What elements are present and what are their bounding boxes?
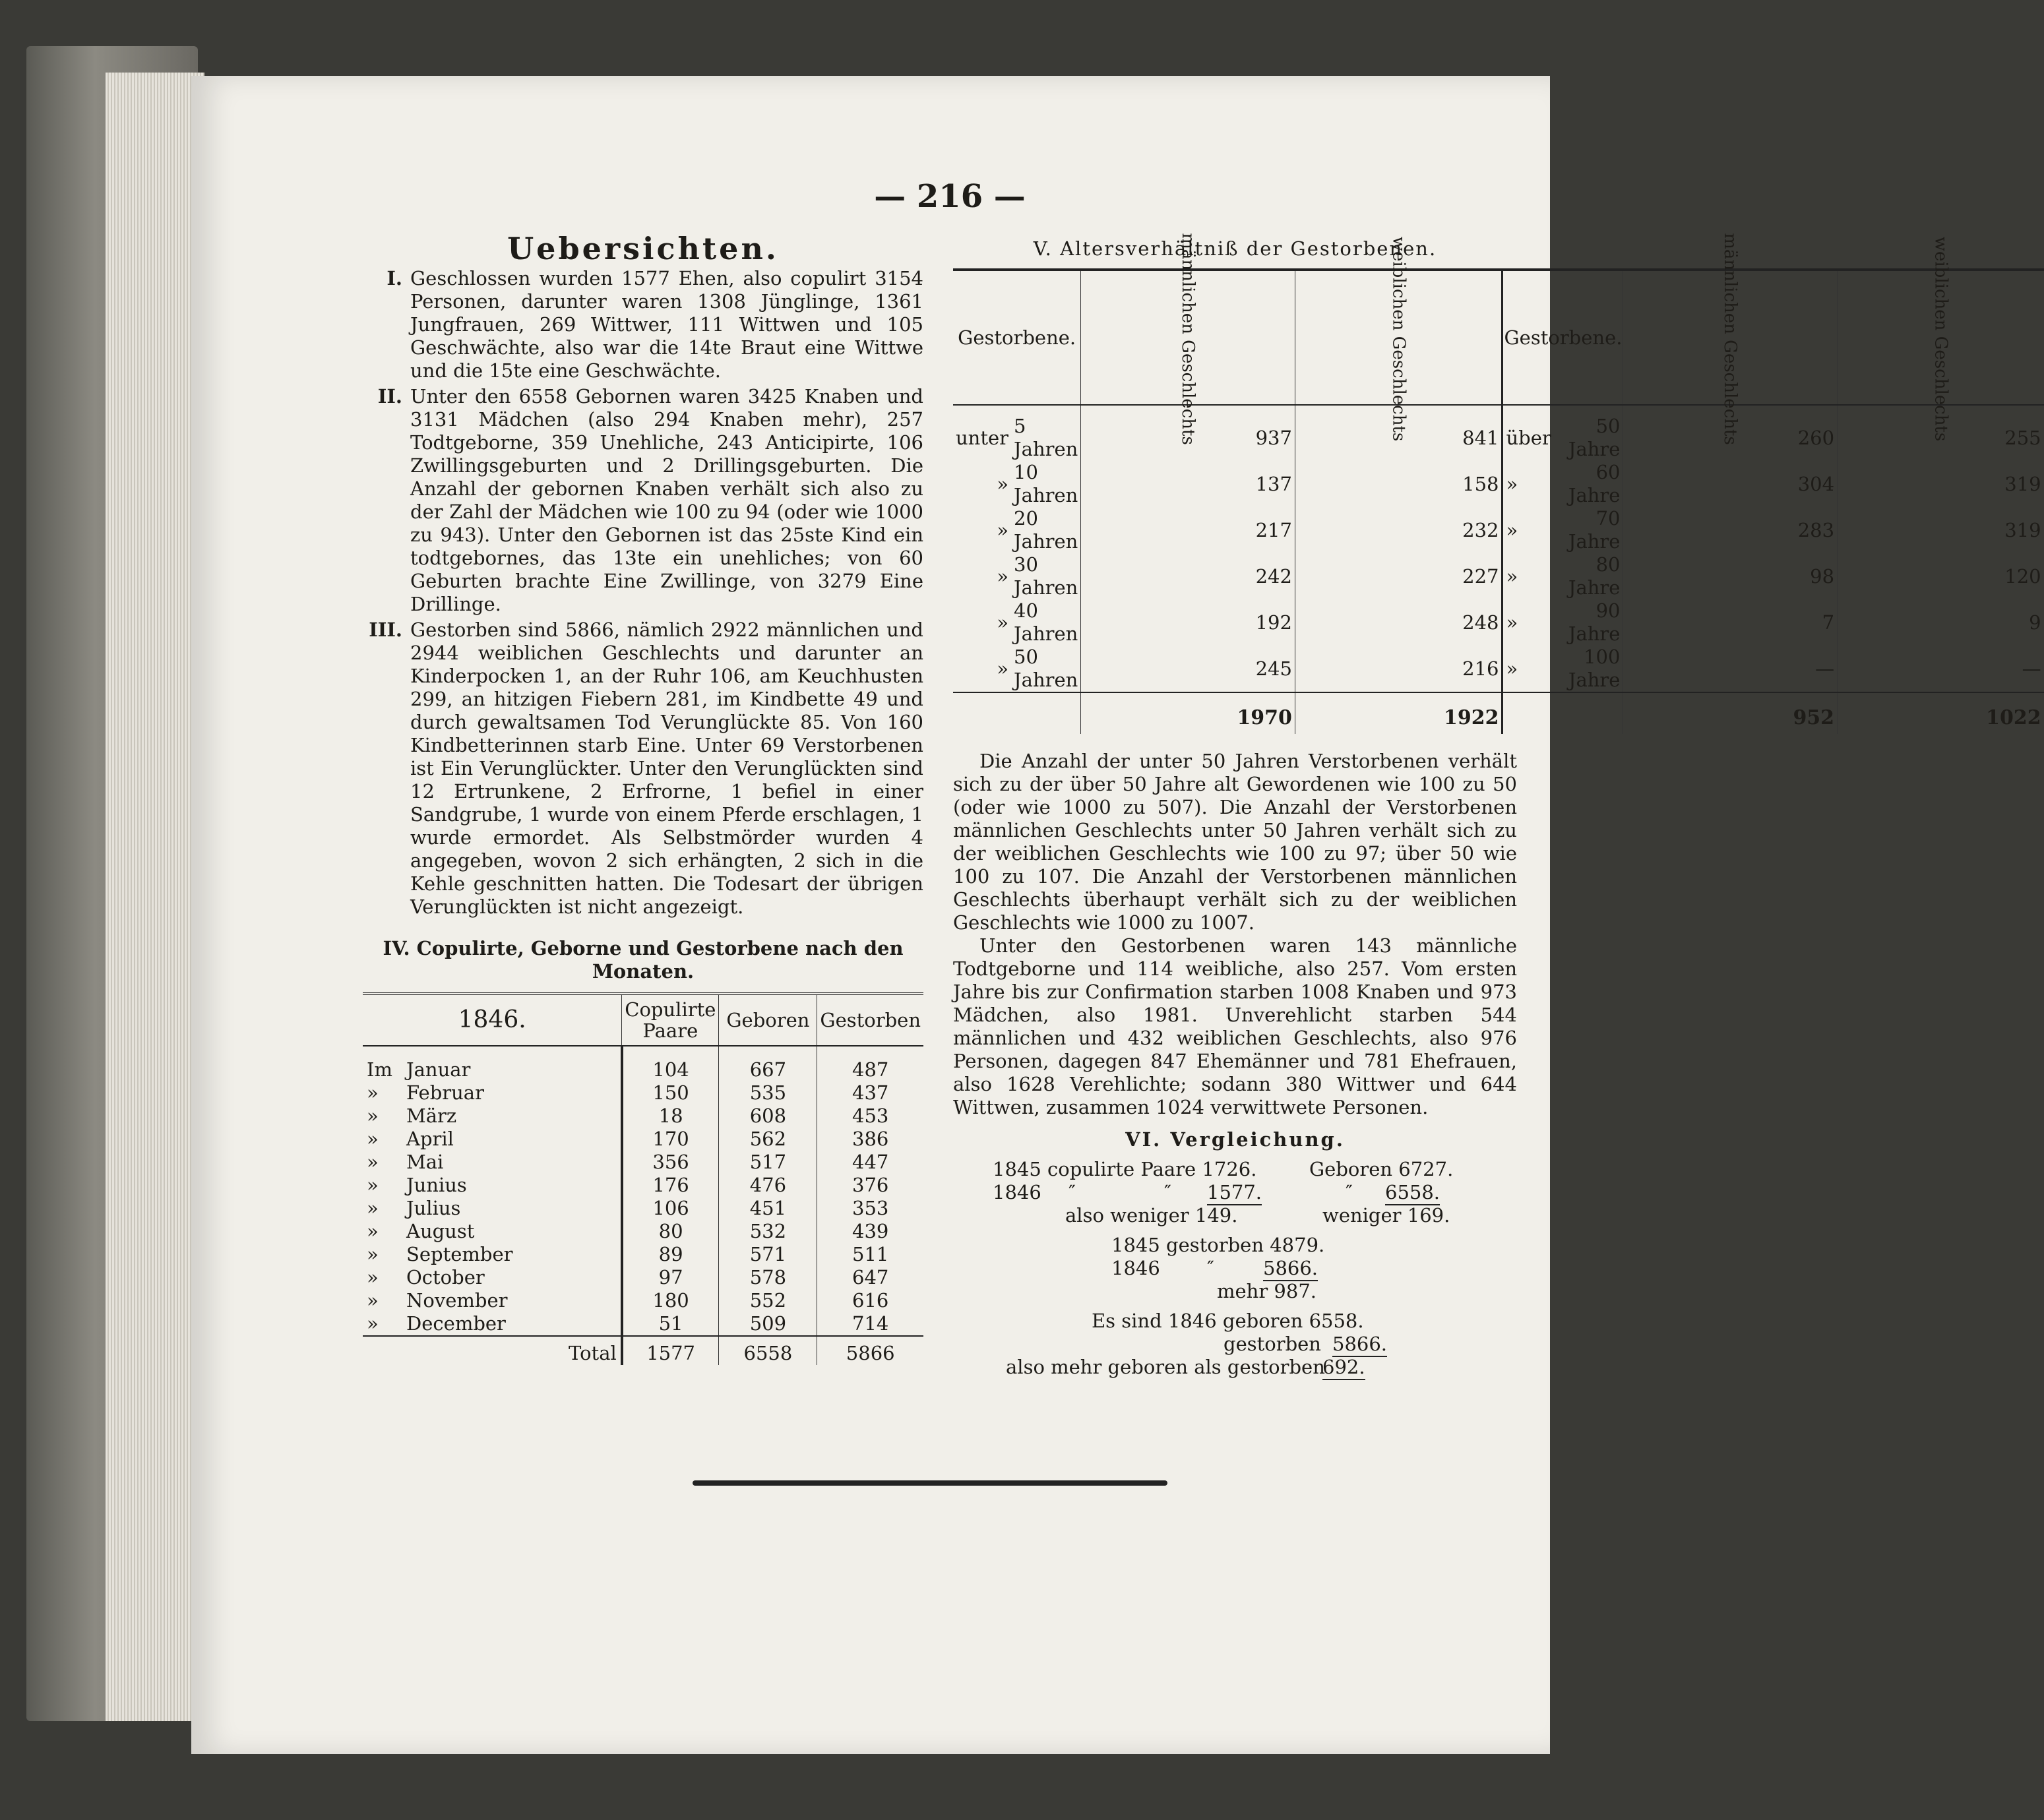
comparison-text: 1846 [993,1181,1041,1203]
comparison-text: 1845 gestorben 4879. [1111,1234,1325,1256]
age-prefix: » [1502,507,1555,553]
age-prefix: » [997,472,1009,495]
age-label: 5 Jahren [1014,415,1078,460]
comparison-row [953,1257,1517,1280]
month-prefix: » [367,1197,379,1219]
geboren-value: 451 [719,1197,817,1220]
age-prefix: unter [956,426,1009,449]
month-prefix: » [367,1105,379,1127]
comparison-text: ″ [1207,1257,1214,1279]
table-row [953,405,2044,461]
table-row [363,1174,923,1197]
comparison-text: ″ [1068,1181,1076,1203]
monthly-table [363,992,923,1365]
age-label: 50 Jahre [1568,415,1621,460]
female-value: 216 [1295,646,1502,692]
male-value: 98 [1623,553,1838,599]
age-prefix: » [997,564,1009,588]
geboren-value: 562 [719,1128,817,1151]
geboren-value: 532 [719,1220,817,1243]
table-row [953,507,2044,553]
copulirte-value: 97 [622,1266,719,1289]
male-value: 217 [1081,507,1295,553]
paragraph-number: III. [369,619,402,641]
month-name: Julius [406,1197,461,1219]
right-paragraph: Unter den Gestorbenen waren 143 männliche Todtgeborne und 114 weibliche, also 257. Vom ersten Jahre bis zur Confirmation starben 1008 Knaben und 973 Mädchen, also 1981. Unverehlicht starben 544 männlichen und 432 weiblichen Geschlechts, also 976 Personen, dagegen 847 Ehemänner und 781 Ehefrauen, also 1628 Verehlichte; sodann 380 Wittwer und 644 Wittwen, zusammen 1024 verwittwete Personen. [953,934,1517,1118]
left-column [363,231,923,1365]
gestorben-value: 439 [817,1220,923,1243]
page-number: — 216 — [874,178,1026,215]
paragraph-iii [363,619,923,919]
month-prefix: Im [367,1058,392,1081]
age-prefix: » [1502,646,1555,692]
female-value: 248 [1295,599,1502,646]
comparison-text: 5866. [1332,1333,1387,1357]
table-row [363,1046,923,1081]
month-prefix: » [367,1266,379,1289]
year-header: 1846. [363,994,622,1046]
copulirte-value: 51 [622,1312,719,1336]
age-label: 70 Jahre [1568,507,1621,553]
page-title: Uebersichten. [507,231,779,266]
comparison-text: 5866. [1263,1257,1318,1281]
geboren-value: 535 [719,1081,817,1105]
geboren-value: 509 [719,1312,817,1336]
copulirte-value: 170 [622,1128,719,1151]
gestorben-value: 376 [817,1174,923,1197]
female-sum: 1922 [1295,692,1502,734]
table-row [363,1312,923,1336]
paragraph-text: Unter den 6558 Gebornen waren 3425 Knaben und 3131 Mädchen (also 294 Knaben mehr), 257 Todtgeborne, 359 Unehliche, 243 Anticipirte, 106 Zwillingsgeburten und 2 Drillingsgeburten. Die Anzahl der gebornen Knaben verhält sich also zu der Zahl der Mädchen wie 100 zu 94 (oder wie 1000 zu 943). Unter den Gebornen ist das 25ste Kind ein todtgebornes, das 13te ein unehliches; von 60 Geburten brachte Eine Zwillinge, von 3279 Eine Drillinge. [410,385,923,615]
paragraph-number: I. [387,267,402,289]
copulirte-value: 356 [622,1151,719,1174]
female-value: 841 [1295,405,1502,461]
male-value: 192 [1081,599,1295,646]
female-value: — [1838,646,2044,692]
month-name: September [406,1243,513,1265]
copulirte-value: 80 [622,1220,719,1243]
month-prefix: » [367,1243,379,1265]
section-v-title: V. Altersverhältniß der Gestorbenen. [1033,237,1437,260]
paragraph-number: II. [377,385,402,408]
comparison-text: Geboren 6727. [1309,1158,1454,1180]
sum-row [953,692,2044,734]
month-name: Januar [406,1058,471,1081]
age-label: 60 Jahre [1568,461,1621,506]
table-row [953,553,2044,599]
table-row [363,1197,923,1220]
gestorben-value: 386 [817,1128,923,1151]
gestorben-value: 437 [817,1081,923,1105]
total-label: Total [402,1336,622,1365]
comparison-text: ″ [1164,1181,1171,1203]
comparison-text: 692. [1322,1356,1365,1380]
comparison-text: 1845 copulirte Paare 1726. [993,1158,1257,1180]
comparison-row [953,1333,1517,1356]
table-row [363,1081,923,1105]
geboren-total: 6558 [719,1336,817,1365]
female-value: 158 [1295,461,1502,507]
comparison-row [953,1280,1517,1303]
comparison-row [953,1158,1517,1181]
gestorben-value: 511 [817,1243,923,1266]
age-label: 100 Jahre [1568,646,1621,691]
gestorben-total: 5866 [817,1336,923,1365]
month-prefix: » [367,1151,379,1173]
male-value: 137 [1081,461,1295,507]
comparison-row [953,1234,1517,1257]
comparison-text: also weniger 149. [1065,1204,1238,1227]
age-prefix: » [1502,599,1555,646]
age-label: 80 Jahre [1568,553,1621,599]
age-label: 90 Jahre [1568,599,1621,645]
comparison-text: gestorben [1223,1333,1321,1355]
male-value: 304 [1623,461,1838,507]
month-name: November [406,1289,508,1312]
comparison-text: 1846 [1111,1257,1160,1279]
comparison-text: also mehr geboren als gestorben [1006,1356,1325,1378]
month-name: August [406,1220,475,1242]
comparison-text: 6558. [1385,1181,1440,1205]
female-value: 120 [1838,553,2044,599]
section-vi [953,1128,1517,1379]
table-row [363,1105,923,1128]
month-prefix: » [367,1128,379,1150]
comparison-row [953,1204,1517,1227]
gestorbene-header-right: Gestorbene. [1502,270,1623,405]
month-name: December [406,1312,506,1335]
table-row [363,1243,923,1266]
month-prefix: » [367,1081,379,1104]
copulirte-value: 106 [622,1197,719,1220]
copulirte-value: 180 [622,1289,719,1312]
female-header-text: weiblichen Geschlechts [1931,236,1951,441]
age-label: 20 Jahren [1014,507,1078,553]
comparison-text: ″ [1346,1181,1353,1203]
table-row [363,1266,923,1289]
month-prefix: » [367,1174,379,1196]
right-column [953,232,2041,1379]
female-value: 319 [1838,507,2044,553]
male-header-text: männlichen Geschlechts [1178,232,1198,445]
geboren-value: 517 [719,1151,817,1174]
comparison-row [953,1310,1517,1333]
male-value: 260 [1623,405,1838,461]
paragraph-i [363,267,923,382]
geboren-value: 667 [719,1046,817,1081]
copulirte-value: 176 [622,1174,719,1197]
copulirte-header: Copulirte Paare [622,994,719,1046]
month-name: Junius [406,1174,467,1196]
copulirte-value: 18 [622,1105,719,1128]
female-value: 255 [1838,405,2044,461]
male-value: 242 [1081,553,1295,599]
male-value: — [1623,646,1838,692]
gestorben-header: Gestorben [817,994,923,1046]
month-name: October [406,1266,485,1289]
gestorben-value: 647 [817,1266,923,1289]
geboren-value: 476 [719,1174,817,1197]
age-prefix: » [1502,461,1555,507]
age-label: 10 Jahren [1014,461,1078,506]
closing-rule [693,1480,1167,1486]
section-iv-title: IV. Copulirte, Geborne und Gestorbene nach den Monaten. [383,937,904,983]
table-row [363,1289,923,1312]
table-row [953,461,2044,507]
male-value: 245 [1081,646,1295,692]
age-label: 40 Jahren [1014,599,1078,645]
male-value: 937 [1081,405,1295,461]
age-prefix: » [997,518,1009,541]
gestorben-value: 447 [817,1151,923,1174]
comparison-text: 1577. [1207,1181,1262,1205]
female-value: 232 [1295,507,1502,553]
gestorben-value: 353 [817,1197,923,1220]
geboren-value: 608 [719,1105,817,1128]
male-sum: 1970 [1081,692,1295,734]
male-value: 283 [1623,507,1838,553]
copulirte-value: 150 [622,1081,719,1105]
geboren-header: Geboren [719,994,817,1046]
copulirte-value: 89 [622,1243,719,1266]
month-prefix: » [367,1289,379,1312]
comparison-text: weniger 169. [1322,1204,1450,1227]
month-name: Februar [406,1081,484,1104]
month-name: März [406,1105,457,1127]
female-value: 319 [1838,461,2044,507]
female-sum: 1022 [1838,692,2044,734]
month-prefix: » [367,1312,379,1335]
age-prefix: » [997,657,1009,680]
total-row [363,1336,923,1365]
female-header-text: weiblichen Geschlechts [1388,236,1409,441]
age-label: 30 Jahren [1014,553,1078,599]
table-header-row [363,994,923,1046]
copulirte-value: 104 [622,1046,719,1081]
geboren-value: 571 [719,1243,817,1266]
gestorben-value: 453 [817,1105,923,1128]
geboren-value: 578 [719,1266,817,1289]
table-row [363,1220,923,1243]
age-prefix: » [997,611,1009,634]
gestorben-value: 487 [817,1046,923,1081]
male-header-text: männlichen Geschlechts [1720,232,1741,445]
section-vi-title: VI. Vergleichung. [1125,1128,1345,1151]
table-row [953,599,2044,646]
comparison-row [953,1356,1517,1379]
female-value: 227 [1295,553,1502,599]
gestorben-value: 714 [817,1312,923,1336]
gestorbene-header-left: Gestorbene. [953,270,1081,405]
age-label: 50 Jahren [1014,646,1078,691]
table-row [363,1128,923,1151]
month-name: April [406,1128,454,1150]
page-edges [106,73,204,1721]
paragraph-text: Gestorben sind 5866, nämlich 2922 männlichen und 2944 weiblichen Geschlechts und darunter an Kinderpocken 1, an der Ruhr 106, am Keuchhusten 299, an hitzigen Fiebern 281, im Kindbette 49 und durch gewaltsamen Tod Verunglückte 85. Von 160 Kindbetterinnen starb Eine. Unter 69 Verstorbenen ist Ein Verunglückter. Unter den Verunglückten sind 12 Ertrunkene, 2 Erfrorne, 1 befiel in einer Sandgrube, 1 wurde von einem Pferde erschlagen, 1 wurde ermordet. Als Selbstmörder wurden 4 angegeben, wovon 2 sich erhängten, 2 sich in die Kehle geschnitten hatten. Die Todesart der übrigen Verunglückten ist nicht angezeigt. [410,619,923,918]
gestorben-value: 616 [817,1289,923,1312]
female-value: 9 [1838,599,2044,646]
paragraph-text: Geschlossen wurden 1577 Ehen, also copulirt 3154 Personen, darunter waren 1308 Jünglinge, 1361 Jungfrauen, 269 Wittwer, 111 Wittwen und 105 Geschwächte, also war die 14te Braut eine Wittwe und die 15te eine Geschwächte. [410,267,923,382]
table-header-row [953,270,2044,405]
age-prefix: über [1502,405,1555,461]
geboren-value: 552 [719,1289,817,1312]
table-row [953,646,2044,692]
table-row [363,1151,923,1174]
comparison-row [953,1181,1517,1204]
month-name: Mai [406,1151,444,1173]
comparison-text: Es sind 1846 geboren 6558. [1092,1310,1364,1332]
comparison-text: mehr 987. [1217,1280,1316,1302]
right-paragraph: Die Anzahl der unter 50 Jahren Verstorbenen verhält sich zu der über 50 Jahre alt Gewordenen wie 100 zu 50 (oder wie 1000 zu 507). Die Anzahl der Verstorbenen männlichen Geschlechts unter 50 Jahren verhält sich zu der weiblichen Geschlechts wie 100 zu 97; über 50 wie 100 zu 107. Die Anzahl der Verstorbenen männlichen Geschlechts überhaupt verhält sich zu der weiblichen Geschlechts wie 1000 zu 1007. [953,750,1517,934]
month-prefix: » [367,1220,379,1242]
male-sum: 952 [1623,692,1838,734]
paragraph-ii [363,385,923,616]
copulirte-total: 1577 [622,1336,719,1365]
male-value: 7 [1623,599,1838,646]
age-prefix: » [1502,553,1555,599]
